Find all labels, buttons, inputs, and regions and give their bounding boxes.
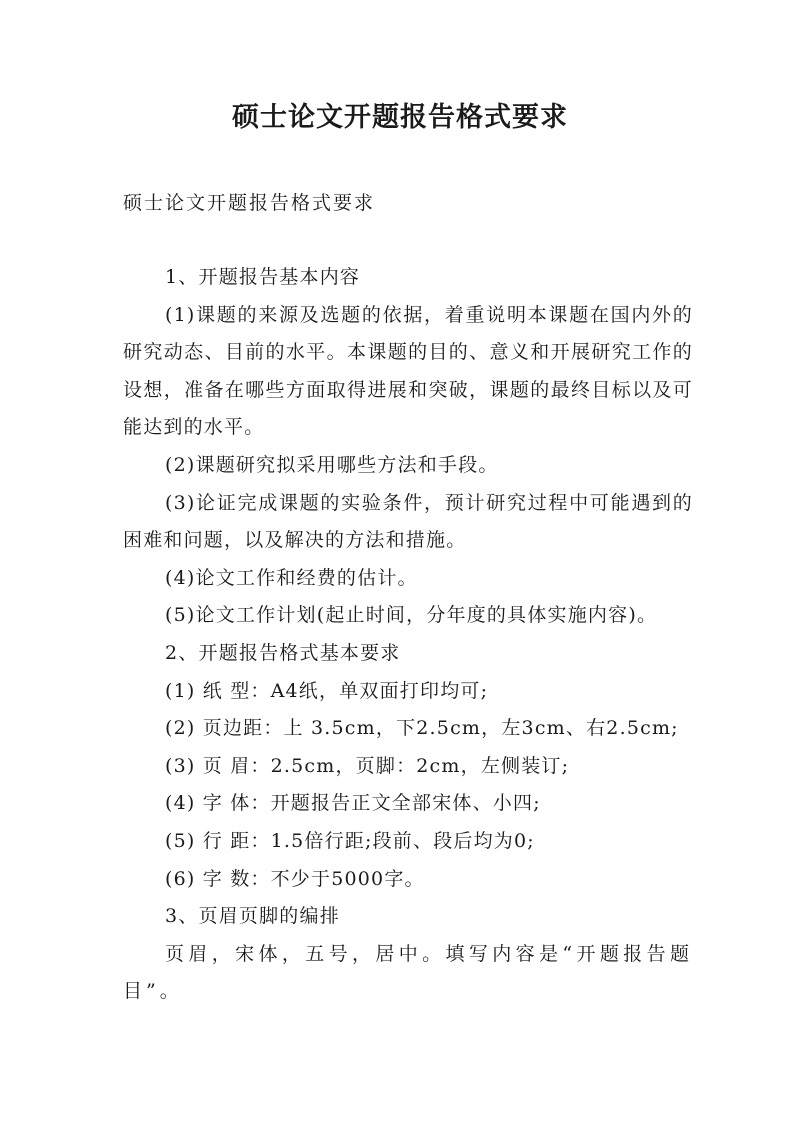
format-item-header: (3) 页 眉：2.5cm，页脚：2cm，左侧装订;: [165, 754, 570, 777]
format-item-margins: (2) 页边距：上 3.5cm，下2.5cm，左3cm、右2.5cm;: [165, 717, 679, 740]
document-body: [123, 259, 693, 1011]
paragraph-item-2: (2)课题研究拟采用哪些方法和手段。: [165, 453, 499, 476]
section-heading-format-requirements: 2、开题报告格式基本要求: [165, 641, 401, 664]
section-heading-basic-content: 1、开题报告基本内容: [165, 266, 361, 288]
document-subtitle: 硕士论文开题报告格式要求: [123, 192, 376, 214]
section-heading-header-footer: 3、页眉页脚的编排: [165, 905, 340, 928]
paragraph-header-footer: 页眉，宋体，五号，居中。填写内容是“开题报告题目”。: [123, 942, 693, 1003]
format-item-line-spacing: (5) 行 距：1.5倍行距;段前、段后均为0;: [165, 829, 535, 852]
format-item-font: (4) 字 体：开题报告正文全部宋体、小四;: [165, 792, 541, 815]
format-item-paper: (1) 纸 型：A4纸，单双面打印均可;: [165, 679, 489, 702]
document-title: 硕士论文开题报告格式要求: [232, 102, 568, 133]
paragraph-item-1: (1)课题的来源及选题的依据，着重说明本课题在国内外的研究动态、目前的水平。本课题的目的、意义和开展研究工作的设想，准备在哪些方面取得进展和突破，课题的最终目标以及可能达到的水平。: [123, 303, 693, 439]
paragraph-item-4: (4)论文工作和经费的估计。: [165, 566, 418, 589]
paragraph-item-3: (3)论证完成课题的实验条件，预计研究过程中可能遇到的困难和问题，以及解决的方法和措施。: [123, 491, 693, 552]
format-item-word-count: (6) 字 数：不少于5000字。: [165, 867, 425, 890]
paragraph-item-5: (5)论文工作计划(起止时间，分年度的具体实施内容)。: [165, 604, 658, 627]
